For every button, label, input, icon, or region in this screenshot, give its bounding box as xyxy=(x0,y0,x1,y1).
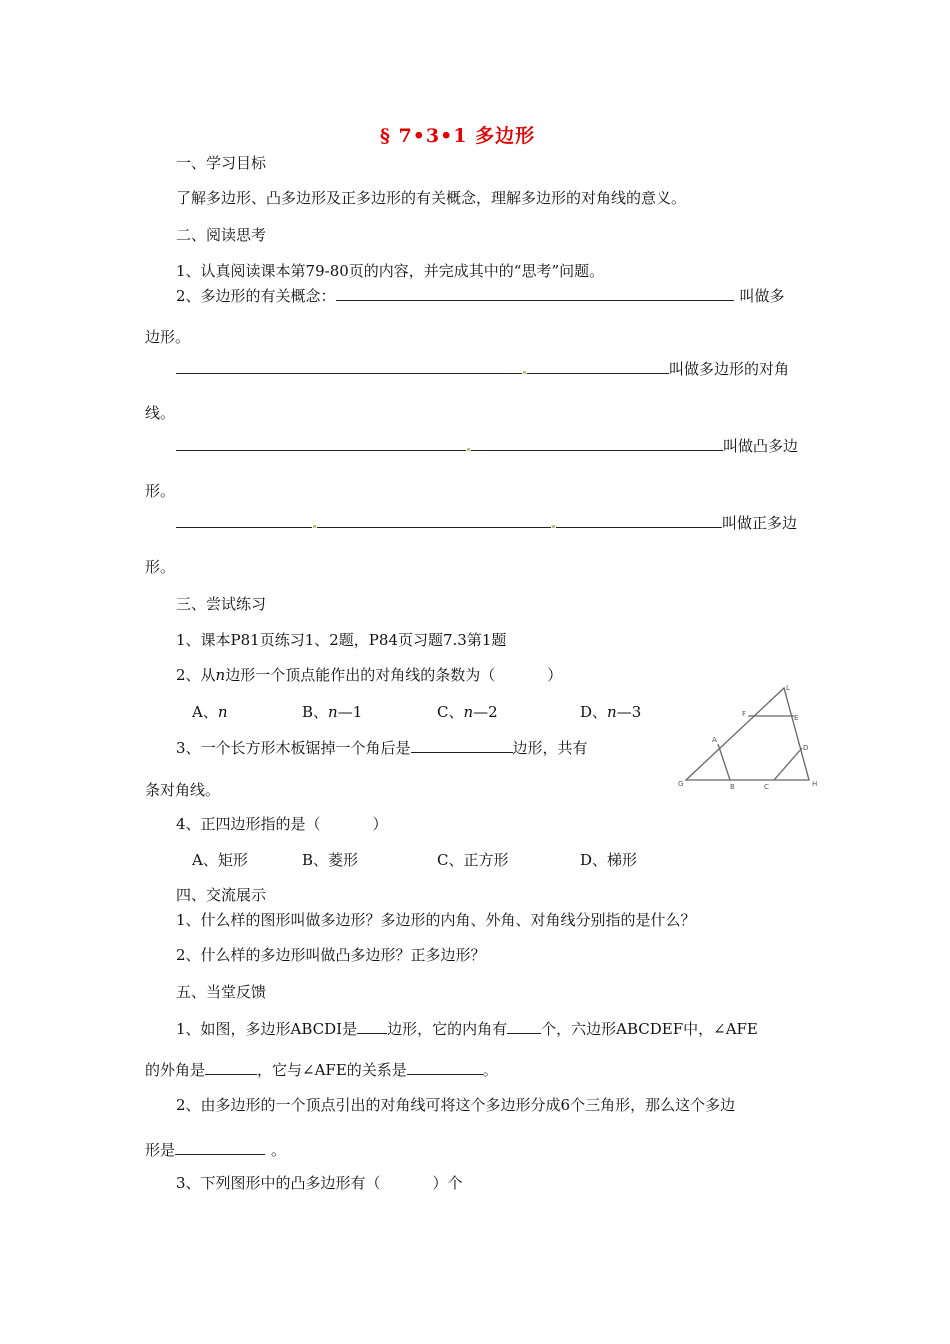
highlight-mark xyxy=(523,371,526,374)
practice-item-4 xyxy=(176,815,388,833)
feedback-item-1-c: 个，六边形ABCDEF中，∠AFE xyxy=(541,1020,758,1038)
option4-b[interactable]: B、菱形 xyxy=(302,851,359,869)
section-heading-goals: 一、学习目标 xyxy=(176,154,267,172)
option-a-n: n xyxy=(217,703,228,721)
label-c: C xyxy=(764,783,769,791)
polygon-figure xyxy=(674,682,824,794)
feedback-item-2: 2、由多边形的一个顶点引出的对角线可将这个多边形分成6个三角形，那么这个多边 xyxy=(176,1096,736,1114)
exterior-angle-blank[interactable] xyxy=(205,1060,257,1075)
feedback-item-1 xyxy=(176,1019,758,1038)
label-f: F xyxy=(742,710,747,718)
practice-item-3-b: 边形，共有 xyxy=(512,739,588,757)
option-b-label: B、 xyxy=(302,703,329,721)
feedback-item-2-end: 。 xyxy=(271,1141,287,1159)
regular-suffix: 叫做正多边 xyxy=(722,514,798,532)
polygon-name-blank[interactable] xyxy=(175,1140,265,1155)
feedback-item-2-cont-text: 形是 xyxy=(145,1141,176,1159)
relation-blank[interactable] xyxy=(407,1060,483,1075)
regular-blank-1[interactable] xyxy=(176,513,312,528)
feedback-item-1-b: 边形，它的内角有 xyxy=(387,1020,508,1038)
page-title: § 7•3•1 多边形 xyxy=(380,125,536,147)
section-heading-feedback: 五、当堂反馈 xyxy=(176,983,267,1001)
label-g: G xyxy=(678,780,684,788)
diagonal-blank-1[interactable] xyxy=(176,359,522,374)
segment-ab xyxy=(718,744,730,780)
practice-item-2-b: 边形一个顶点能作出的对角线的条数为（ xyxy=(225,666,496,684)
feedback-item-1-e: ，它与∠AFE的关系是 xyxy=(257,1061,407,1079)
concept-line xyxy=(176,286,785,305)
label-d: D xyxy=(803,744,809,752)
diagonal-line xyxy=(176,359,789,378)
regular-line xyxy=(176,513,797,532)
practice-item-2-c: ） xyxy=(547,666,563,684)
option-c-n: n xyxy=(463,703,474,721)
diagonal-cont: 线。 xyxy=(145,404,176,422)
feedback-item-1-cont xyxy=(145,1060,498,1079)
label-b: B xyxy=(730,783,735,791)
concept-suffix: 叫做多 xyxy=(739,287,785,305)
convex-blank-1[interactable] xyxy=(176,436,466,451)
practice-item-3-a: 3、一个长方形木板锯掉一个角后是 xyxy=(176,739,411,757)
reading-item-1: 1、认真阅读课本第79-80页的内容，并完成其中的“思考”问题。 xyxy=(176,262,605,280)
section-heading-reading: 二、阅读思考 xyxy=(176,226,267,244)
diagonal-suffix: 叫做多边形的对角 xyxy=(669,360,790,378)
option-a[interactable] xyxy=(192,703,228,721)
section-heading-exchange: 四、交流展示 xyxy=(176,886,267,904)
exchange-item-2: 2、什么样的多边形叫做凸多边形？正多边形？ xyxy=(176,946,486,964)
label-h: H xyxy=(812,780,818,788)
option-d-rest: —3 xyxy=(616,703,642,721)
practice-item-3-cont: 条对角线。 xyxy=(145,781,221,799)
convex-cont: 形。 xyxy=(145,482,176,500)
option4-d[interactable]: D、梯形 xyxy=(580,851,638,869)
option4-c[interactable]: C、正方形 xyxy=(437,851,509,869)
option-b-n: n xyxy=(328,703,338,721)
highlight-mark xyxy=(313,525,316,528)
option-c-rest: —2 xyxy=(473,703,498,721)
option-c[interactable] xyxy=(437,703,498,721)
goal-text: 了解多边形、凸多边形及正多边形的有关概念，理解多边形的对角线的意义。 xyxy=(176,189,687,207)
label-l: L xyxy=(786,684,790,692)
option4-a[interactable]: A、矩形 xyxy=(192,851,248,869)
practice-item-2 xyxy=(176,666,562,684)
practice-item-4-b: ） xyxy=(372,815,388,833)
option-c-label: C、 xyxy=(437,703,464,721)
diagonal-blank-2[interactable] xyxy=(527,359,669,374)
feedback-item-3-b: ）个 xyxy=(432,1174,463,1192)
option-a-label: A、 xyxy=(192,703,218,721)
variable-n: n xyxy=(215,666,226,684)
convex-suffix: 叫做凸多边 xyxy=(723,437,799,455)
regular-cont: 形。 xyxy=(145,558,176,576)
option-d-n: n xyxy=(607,703,617,721)
label-e: E xyxy=(794,714,799,722)
feedback-item-3 xyxy=(176,1174,463,1192)
label-a: A xyxy=(712,736,717,744)
convex-blank-2[interactable] xyxy=(471,436,723,451)
feedback-item-1-d: 的外角是 xyxy=(145,1061,206,1079)
option-d[interactable] xyxy=(580,703,641,721)
practice-item-4-a: 4、正四边形指的是（ xyxy=(176,815,321,833)
practice-item-3 xyxy=(176,738,588,757)
regular-blank-2[interactable] xyxy=(317,513,551,528)
sides-blank[interactable] xyxy=(411,738,513,753)
convex-line xyxy=(176,436,798,455)
feedback-item-3-a: 3、下列图形中的凸多边形有（ xyxy=(176,1174,381,1192)
section-heading-practice: 三、尝试练习 xyxy=(176,595,267,613)
segment-dc xyxy=(774,748,802,780)
sides-count-blank[interactable] xyxy=(357,1019,387,1034)
outer-triangle-shape xyxy=(686,688,809,780)
concept-prefix: 2、多边形的有关概念： xyxy=(176,287,336,305)
feedback-item-2-cont xyxy=(145,1140,286,1159)
option-b[interactable] xyxy=(302,703,362,721)
feedback-item-1-a: 1、如图，多边形ABCDI是 xyxy=(176,1020,358,1038)
exchange-item-1: 1、什么样的图形叫做多边形？多边形的内角、外角、对角线分别指的是什么？ xyxy=(176,911,696,929)
highlight-mark xyxy=(467,448,470,451)
practice-item-1: 1、课本P81页练习1、2题，P84页习题7.3第1题 xyxy=(176,631,507,649)
highlight-mark xyxy=(552,525,555,528)
regular-blank-3[interactable] xyxy=(556,513,722,528)
option-d-label: D、 xyxy=(580,703,608,721)
option-b-rest: —1 xyxy=(337,703,363,721)
practice-item-2-a: 2、从 xyxy=(176,666,216,684)
concept-cont: 边形。 xyxy=(145,328,191,346)
feedback-item-1-f: 。 xyxy=(482,1061,498,1079)
angles-count-blank[interactable] xyxy=(507,1019,541,1034)
concept-polygon-blank[interactable] xyxy=(336,286,734,301)
